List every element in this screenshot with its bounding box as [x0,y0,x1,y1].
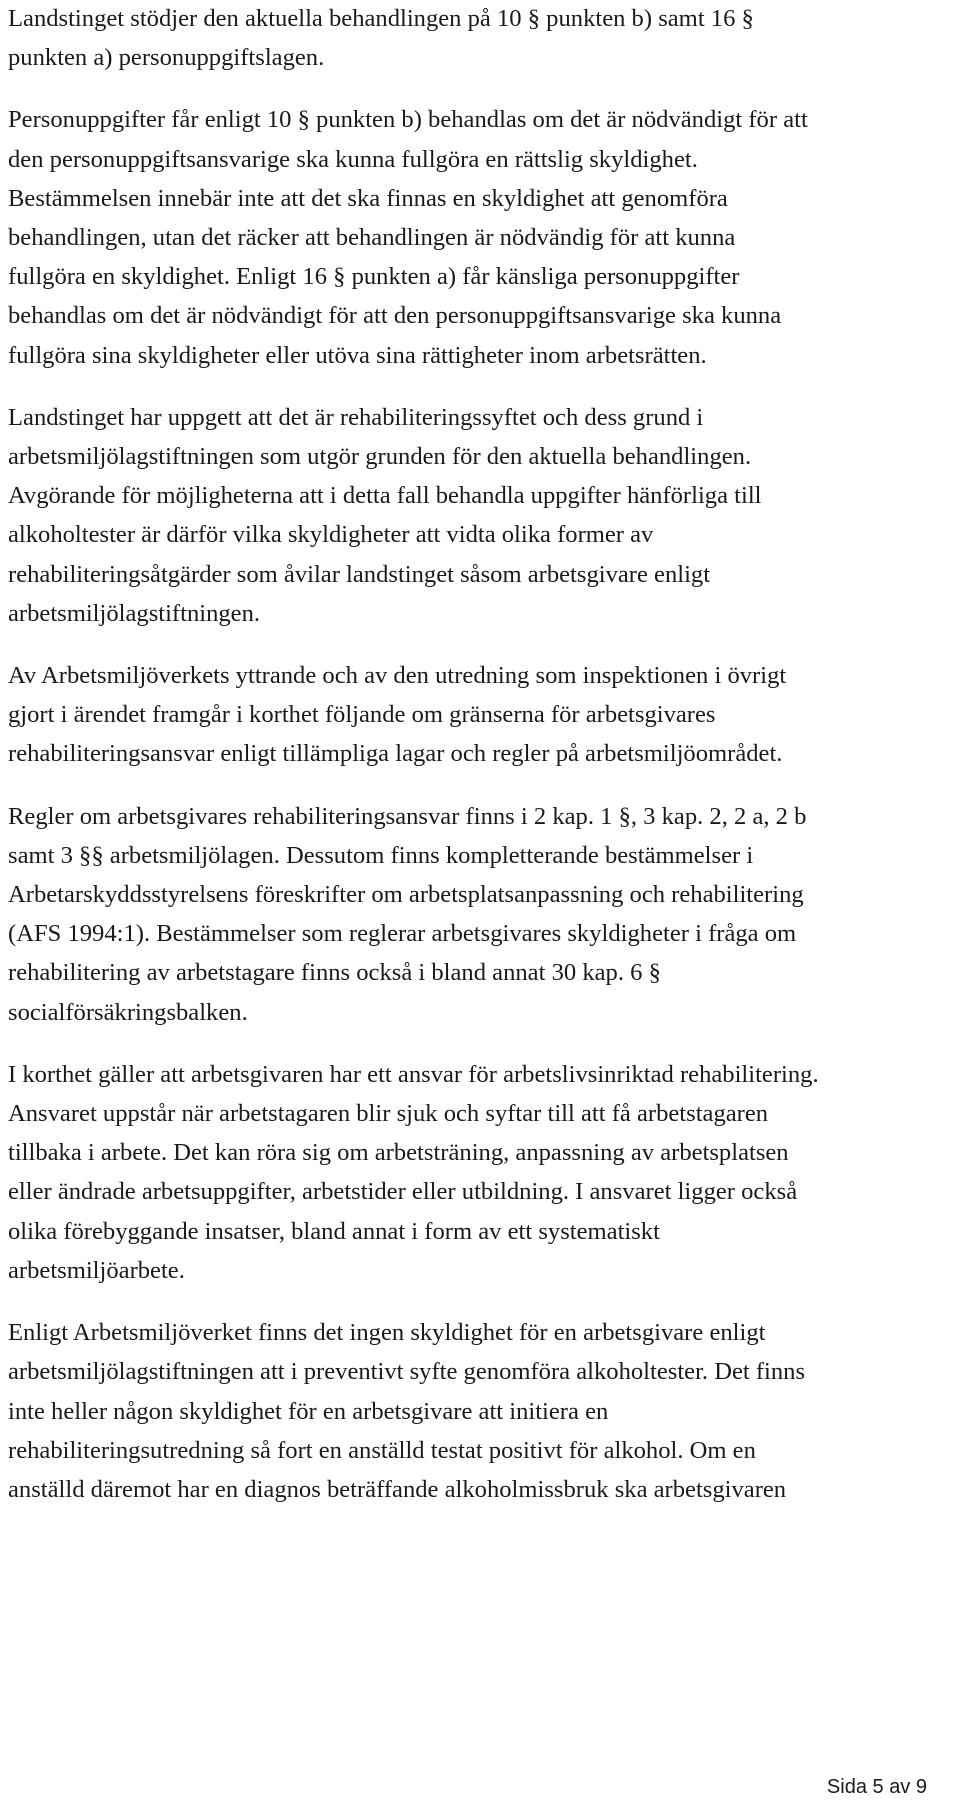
text-line: rehabiliteringsutredning så fort en anställd testat positivt för alkohol. Om en [8,1436,756,1464]
text-line: fullgöra sina skyldigheter eller utöva sina rättigheter inom arbetsrätten. [8,341,707,369]
text-line: Arbetarskyddsstyrelsens föreskrifter om arbetsplatsanpassning och rehabilitering [8,881,804,909]
paragraph [8,656,958,774]
text-line: inte heller någon skyldighet för en arbetsgivare att initiera en [8,1397,609,1425]
text-line: den personuppgiftsansvarige ska kunna fullgöra en rättslig skyldighet. [8,145,698,173]
text-line: fullgöra en skyldighet. Enligt 16 § punkten a) får känsliga personuppgifter [8,263,740,291]
paragraph [8,1055,958,1290]
text-line: rehabiliteringsansvar enligt tillämpliga lagar och regler på arbetsmiljöområdet. [8,740,783,768]
text-line: behandlas om det är nödvändigt för att den personuppgiftsansvarige ska kunna [8,302,782,330]
text-line: arbetsmiljölagstiftningen. [8,599,261,627]
paragraph [8,797,958,1032]
paragraph [8,100,958,374]
text-line: rehabilitering av arbetstagare finns också i bland annat 30 kap. 6 § [8,959,661,987]
text-line: Landstinget stödjer den aktuella behandlingen på 10 § punkten b) samt 16 § [8,5,754,32]
text-line: punkten a) personuppgiftslagen. [8,44,325,72]
text-line: Avgörande för möjligheterna att i detta fall behandla uppgifter hänförliga till [8,482,762,510]
text-line: behandlingen, utan det räcker att behandlingen är nödvändig för att kunna [8,224,736,252]
text-line: socialförsäkringsbalken. [8,998,248,1026]
text-line: Regler om arbetsgivares rehabiliteringsansvar finns i 2 kap. 1 §, 3 kap. 2, 2 a, 2 b [8,802,807,830]
paragraph [8,1313,958,1509]
paragraph [8,398,958,633]
paragraph [8,0,958,77]
text-line: arbetsmiljölagstiftningen som utgör grunden för den aktuella behandlingen. [8,443,752,471]
text-line: arbetsmiljölagstiftningen att i preventivt syfte genomföra alkoholtester. Det finns [8,1358,806,1386]
text-line: Bestämmelsen innebär inte att det ska finnas en skyldighet att genomföra [8,184,728,212]
text-line: samt 3 §§ arbetsmiljölagen. Dessutom finns kompletterande bestämmelser i [8,841,754,869]
text-line: Av Arbetsmiljöverkets yttrande och av den utredning som inspektionen i övrigt [8,662,787,690]
text-line: olika förebyggande insatser, bland annat i form av ett systematiskt [8,1217,660,1245]
text-line: alkoholtester är därför vilka skyldigheter att vidta olika former av [8,521,654,549]
text-line: tillbaka i arbete. Det kan röra sig om arbetsträning, anpassning av arbetsplatsen [8,1139,789,1167]
page-number: Sida 5 av 9 [826,1776,927,1798]
text-line: Landstinget har uppgett att det är rehabiliteringssyftet och dess grund i [8,403,704,431]
text-line: arbetsmiljöarbete. [8,1256,185,1284]
text-line: Enligt Arbetsmiljöverket finns det ingen skyldighet för en arbetsgivare enligt [8,1319,766,1347]
text-line: I korthet gäller att arbetsgivaren har ett ansvar för arbetslivsinriktad rehabilitering. [8,1060,819,1088]
text-line: (AFS 1994:1). Bestämmelser som reglerar arbetsgivares skyldigheter i fråga om [8,920,797,948]
document-body [8,0,958,1532]
text-line: Ansvaret uppstår när arbetstagaren blir sjuk och syftar till att få arbetstagaren [8,1100,769,1128]
text-line: eller ändrade arbetsuppgifter, arbetstider eller utbildning. I ansvaret ligger också [8,1178,798,1206]
text-line: Personuppgifter får enligt 10 § punkten b) behandlas om det är nödvändigt för att [8,106,808,134]
text-line: anställd däremot har en diagnos beträffande alkoholmissbruk ska arbetsgivaren [8,1475,787,1503]
text-line: rehabiliteringsåtgärder som åvilar landstinget såsom arbetsgivare enligt [8,560,711,588]
text-line: gjort i ärendet framgår i korthet följande om gränserna för arbetsgivares [8,701,716,729]
